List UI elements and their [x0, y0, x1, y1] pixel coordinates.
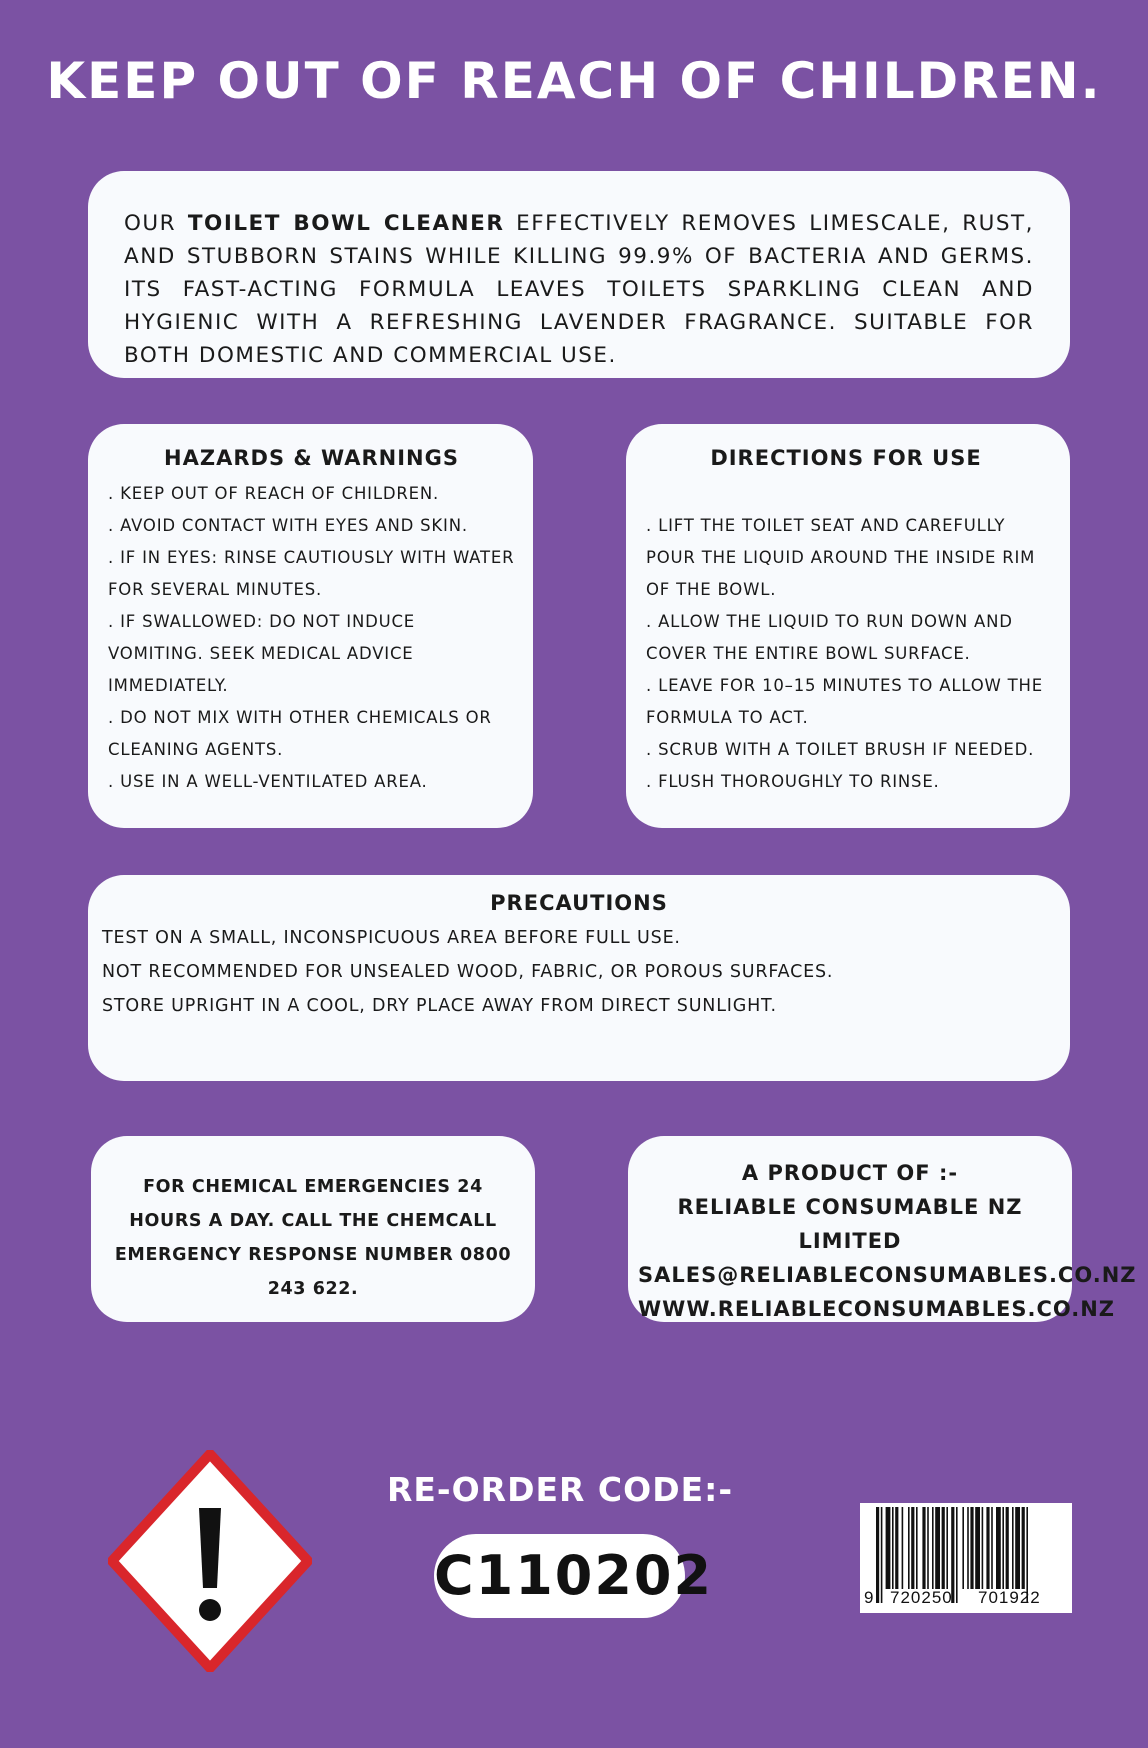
barcode-bar	[1006, 1507, 1009, 1589]
direction-item: . FLUSH THOROUGHLY TO RINSE.	[646, 772, 940, 791]
barcode-bar	[886, 1507, 891, 1589]
barcode-bar	[895, 1507, 898, 1589]
company-email: SALES@RELIABLECONSUMABLES.CO.NZ	[638, 1263, 1137, 1287]
product-description-card	[88, 171, 1070, 378]
precautions-card	[88, 875, 1070, 1081]
direction-item: . LIFT THE TOILET SEAT AND CAREFULLY POUR THE LIQUID AROUND THE INSIDE RIM OF THE BOWL.	[646, 516, 1036, 599]
hazards-title: HAZARDS & WARNINGS	[164, 446, 459, 470]
product-description	[124, 207, 1034, 372]
barcode-bar	[975, 1507, 980, 1589]
barcode-lead-digit: 9	[864, 1588, 874, 1607]
barcode-bar	[946, 1507, 948, 1589]
reorder-code: C110202	[434, 1534, 685, 1618]
description-prefix: OUR	[124, 211, 188, 236]
hazard-item: . DO NOT MIX WITH OTHER CHEMICALS OR CLEANING AGENTS.	[108, 708, 492, 759]
direction-item: . ALLOW THE LIQUID TO RUN DOWN AND COVER THE ENTIRE BOWL SURFACE.	[646, 612, 1013, 663]
barcode	[860, 1503, 1072, 1613]
hazard-item: . IF SWALLOWED: DO NOT INDUCE VOMITING. SEEK MEDICAL ADVICE IMMEDIATELY.	[108, 612, 416, 695]
barcode-bar	[1022, 1507, 1025, 1589]
headline-warning: KEEP OUT OF REACH OF CHILDREN.	[46, 52, 1102, 110]
precaution-item: STORE UPRIGHT IN A COOL, DRY PLACE AWAY FROM DIRECT SUNLIGHT.	[102, 996, 777, 1016]
direction-item: . SCRUB WITH A TOILET BRUSH IF NEEDED.	[646, 740, 1035, 759]
ghs-exclamation-mark-icon	[108, 1450, 312, 1672]
barcode-left-group: 720250	[890, 1588, 953, 1607]
barcode-bar	[932, 1507, 934, 1589]
precautions-title: PRECAUTIONS	[490, 891, 668, 915]
hazard-item: . IF IN EYES: RINSE CAUTIOUSLY WITH WATER FOR SEVERAL MINUTES.	[108, 548, 515, 599]
description-text: EFFECTIVELY REMOVES LIMESCALE, RUST, AND STUBBORN STAINS WHILE KILLING 99.9% OF BACTERIA AND GERMS. ITS FAST-ACTING FORMULA LEAVES TOILETS SPARKLING CLEAN AND HYGIENIC WITH A REFRESHING LAVENDER FRAGRANCE. SUITABLE FOR BOTH DOMESTIC AND COMMERCIAL USE.	[124, 211, 1035, 368]
hazard-item: . KEEP OUT OF REACH OF CHILDREN.	[108, 484, 440, 503]
directions-title: DIRECTIONS FOR USE	[710, 446, 982, 470]
barcode-bar	[1002, 1507, 1004, 1589]
barcode-bar	[982, 1507, 984, 1589]
company-website: WWW.RELIABLECONSUMABLES.CO.NZ	[638, 1297, 1116, 1321]
barcode-bar	[916, 1507, 918, 1589]
company-intro: A PRODUCT OF :-	[741, 1161, 959, 1185]
barcode-bar	[996, 1507, 1001, 1589]
precaution-item: TEST ON A SMALL, INCONSPICUOUS AREA BEFORE FULL USE.	[102, 928, 681, 948]
emergency-text: FOR CHEMICAL EMERGENCIES 24 HOURS A DAY. CALL THE CHEMCALL EMERGENCY RESPONSE NUMBER 0800 243 622.	[114, 1177, 512, 1299]
precautions-list	[102, 921, 1056, 1023]
barcode-bar	[962, 1507, 964, 1589]
emergency-card	[91, 1136, 535, 1322]
barcode-bar	[1012, 1507, 1014, 1589]
barcode-bar	[935, 1507, 940, 1589]
barcode-bar	[892, 1507, 894, 1589]
hazards-card	[88, 424, 533, 828]
barcode-bar	[927, 1507, 929, 1589]
barcode-bar	[991, 1507, 993, 1589]
barcode-bar	[967, 1507, 969, 1589]
company-card	[628, 1136, 1137, 1322]
hazard-item: . AVOID CONTACT WITH EYES AND SKIN.	[108, 516, 468, 535]
barcode-bar	[986, 1507, 989, 1589]
hazard-item: . USE IN A WELL-VENTILATED AREA.	[108, 772, 428, 791]
barcode-bar	[970, 1507, 973, 1589]
hazards-list	[108, 478, 515, 798]
directions-list	[646, 510, 1046, 798]
barcode-bar	[1015, 1507, 1020, 1589]
company-name: RELIABLE CONSUMABLE NZ LIMITED	[677, 1195, 1023, 1253]
reorder-label: RE-ORDER CODE:-	[386, 1470, 734, 1509]
precaution-item: NOT RECOMMENDED FOR UNSEALED WOOD, FABRIC, OR POROUS SURFACES.	[102, 962, 834, 982]
directions-card	[626, 424, 1070, 828]
barcode-bar	[911, 1507, 914, 1589]
barcode-bar	[908, 1507, 910, 1589]
barcode-digits	[860, 1588, 1072, 1612]
direction-item: . LEAVE FOR 10–15 MINUTES TO ALLOW THE FORMULA TO ACT.	[646, 676, 1043, 727]
barcode-bar	[922, 1507, 925, 1589]
product-name: TOILET BOWL CLEANER	[187, 211, 505, 236]
barcode-bar	[902, 1507, 904, 1589]
barcode-right-group: 701922	[978, 1588, 1041, 1607]
barcode-bar	[942, 1507, 945, 1589]
